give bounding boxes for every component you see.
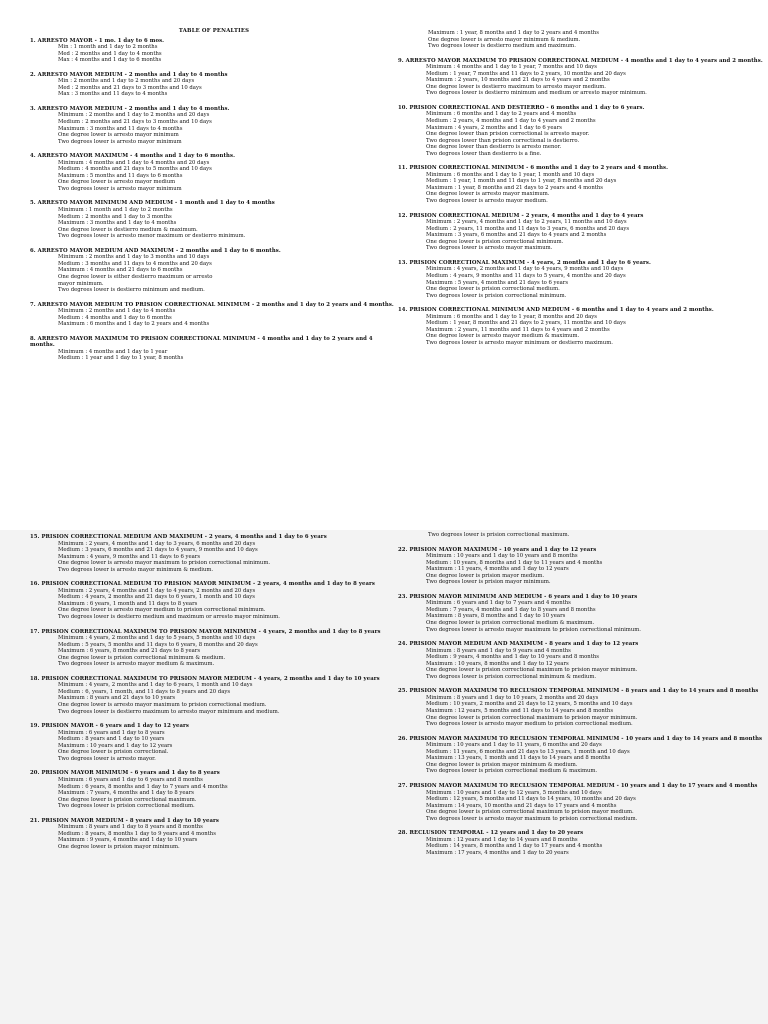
- penalty-heading: 16. PRISION CORRECTIONAL MEDIUM TO PRISION MAYOR MINIMUM - 2 years, 4 months and 1 day to 8 years: [30, 581, 376, 588]
- penalty-detail-line: One degree lower is prision correctional maximum.: [58, 796, 197, 803]
- penalty-detail-line: Medium : 10 years, 2 months and 21 days to 12 years, 5 months and 10 days: [426, 701, 633, 708]
- penalty-detail-line: One degree lower is arresto mayor maximum.: [426, 191, 550, 198]
- penalty-detail-line: One degree lower is arresto mayor minimum: [58, 132, 179, 139]
- penalty-detail-line: Maximum : 3 months and 11 days to 4 months: [58, 125, 183, 132]
- penalty-detail-line: Medium : 1 year and 1 day to 1 year, 8 months: [58, 355, 184, 362]
- penalty-heading: 21. PRISION MAYOR MEDIUM - 8 years and 1 day to 10 years: [30, 817, 219, 824]
- penalty-detail-line: Maximum : 4 months and 21 days to 6 months: [58, 267, 183, 274]
- penalty-detail-line: Maximum : 13 years, 1 month and 11 days to 14 years and 8 months: [426, 755, 611, 762]
- penalty-detail-line: One degree lower is arresto mayor medium to prision correctional minimum.: [58, 607, 266, 614]
- penalty-heading: 5. ARRESTO MAYOR MINIMUM AND MEDIUM - 1 month and 1 day to 4 months: [30, 200, 275, 207]
- penalty-detail-line: One degree lower is arresto mayor maximum to prision correctional minimum.: [58, 560, 271, 567]
- penalty-detail-line: Minimum : 6 years and 1 day to 6 years and 8 months: [58, 776, 203, 783]
- penalty-heading: 3. ARRESTO MAYOR MEDIUM - 2 months and 1 day to 4 months.: [30, 105, 230, 112]
- penalty-detail-line: Medium : 3 years, 6 months and 21 days to 4 years, 9 months and 10 days: [58, 547, 258, 554]
- penalty-detail-line: Minimum : 8 years and 1 day to 10 years, 2 months and 20 days: [426, 694, 599, 701]
- penalty-detail-line: Maximum : 6 years, 1 month and 11 days to 8 years: [58, 600, 198, 607]
- penalty-detail-line: Maximum : 4 years, 2 months and 1 day to 6 years: [426, 124, 562, 131]
- penalty-entry: [30, 336, 398, 362]
- penalty-detail-line: Maximum : 17 years, 4 months and 1 day to 20 years: [426, 849, 569, 856]
- penalty-heading: 26. PRISION MAYOR MAXIMUM TO RECLUSION TEMPORAL MINIMUM - 10 years and 1 day to 14 years and 8 months: [398, 735, 763, 742]
- penalty-detail-line: One degree lower is arresto mayor maximum to prision correctional medium.: [58, 702, 267, 709]
- penalty-entry: [398, 688, 766, 727]
- penalty-entry: [398, 58, 766, 97]
- penalty-detail-line: Minimum : 2 years, 4 months and 1 day to 3 years, 6 months and 20 days: [58, 540, 256, 547]
- penalty-detail-line: Two degrees lower is prision correctional minimum & medium.: [426, 673, 597, 680]
- penalty-detail-line: Medium : 4 years, 9 months and 11 days to 5 years, 4 months and 20 days: [426, 272, 626, 279]
- penalty-heading: 4. ARRESTO MAYOR MAXIMUM - 4 months and 1 day to 6 months.: [30, 153, 236, 160]
- penalty-list: [398, 547, 766, 857]
- penalty-detail-line: Two degrees lower is arresto mayor minimum & medium.: [58, 566, 214, 573]
- penalty-detail-line: Maximum : 5 years, 4 months and 21 days to 6 years: [426, 279, 569, 286]
- penalty-detail-line: Maximum : 7 years, 4 months and 1 day to 8 years: [58, 790, 194, 797]
- penalty-detail-line: One degree lower is prision correctional maximum to prision mayor minimum.: [426, 714, 638, 721]
- penalty-detail-line: Maximum : 2 years, 10 months and 21 days to 4 years and 2 months: [426, 77, 610, 84]
- penalty-detail-line: Two degrees lower is prision correctional maximum.: [428, 532, 570, 538]
- penalty-detail-line: One degree lower than destierro is arresto menor.: [426, 144, 562, 151]
- penalty-detail-line: Max : 3 months and 11 days to 4 months: [58, 91, 168, 98]
- penalty-detail-line: Minimum : 6 months and 1 day to 2 years and 4 months: [426, 111, 577, 118]
- penalty-detail-line: Maximum : 8 years, 8 months and 1 day to 10 years: [426, 613, 566, 620]
- penalty-detail-line: Minimum : 2 months and 1 day to 4 months: [58, 308, 176, 315]
- penalty-heading: 8. ARRESTO MAYOR MAXIMUM TO PRISION CORRECTIONAL MINIMUM - 4 months and 1 day to 2 years and 4 months.: [30, 335, 373, 349]
- penalty-heading: 23. PRISION MAYOR MINIMUM AND MEDIUM - 6 years and 1 day to 10 years: [398, 593, 638, 600]
- penalty-detail-line: Minimum : 10 years and 1 day to 12 years, 5 months and 10 days: [426, 789, 602, 796]
- penalty-detail-line: Minimum : 4 years, 2 months and 1 day to 5 years, 5 months and 10 days: [58, 635, 256, 642]
- penalty-heading: 20. PRISION MAYOR MINIMUM - 6 years and 1 day to 8 years: [30, 770, 220, 777]
- penalty-detail-line: Maximum : 3 months and 1 day to 4 months: [58, 220, 177, 227]
- penalty-entry: [398, 594, 766, 633]
- penalty-detail-line: Minimum : 1 month and 1 day to 2 months: [58, 207, 173, 214]
- page-title: TABLE OF PENALTIES: [178, 28, 250, 34]
- penalty-heading: 24. PRISION MAYOR MEDIUM AND MAXIMUM - 8 years and 1 day to 12 years: [398, 641, 639, 648]
- penalty-detail-line: Two degrees lower is arresto mayor minimum or destierro maximum.: [426, 339, 613, 346]
- page-2: [0, 530, 768, 1024]
- penalty-entry: [398, 830, 766, 856]
- penalty-detail-line: Medium : 12 years, 5 months and 11 days to 14 years, 10 months and 20 days: [426, 796, 636, 803]
- penalty-detail-line: Two degrees lower is destierro minimum and medium.: [58, 287, 205, 294]
- penalty-detail-line: Med : 2 months and 1 day to 4 months: [58, 50, 162, 57]
- penalty-detail-line: One degree lower is prision correctional medium & maximum.: [426, 620, 595, 627]
- penalty-entry: [30, 629, 398, 668]
- penalty-entry: [30, 248, 398, 294]
- penalty-detail-line: Two degrees lower is arresto mayor maximum to prision correctional minimum.: [426, 626, 641, 633]
- continued-lines: [398, 30, 766, 50]
- penalty-heading: 17. PRISION CORRECTIONAL MAXIMUM TO PRISION MAYOR MINIMUM - 4 years, 2 months and 1 day to 8 years: [30, 628, 381, 635]
- penalty-detail-line: One degree lower is prision mayor medium.: [426, 572, 545, 579]
- penalty-detail-line: Minimum : 4 years, 2 months and 1 day to 4 years, 9 months and 10 days: [426, 266, 624, 273]
- penalty-detail-line: Minimum : 4 months and 1 day to 4 months and 20 days: [58, 159, 210, 166]
- penalty-detail-line: Two degrees lower is arresto mayor minimum: [58, 185, 182, 192]
- page-1-left-column: [30, 28, 398, 370]
- penalty-detail-line: Maximum : 10 years, 8 months and 1 day to 12 years: [426, 660, 569, 667]
- penalty-detail-line: Maximum : 2 years, 11 months and 11 days to 4 years and 2 months: [426, 326, 610, 333]
- penalty-detail-line: Minimum : 8 years and 1 day to 8 years and 8 months: [58, 824, 203, 831]
- penalty-detail-line: One degree lower is prision correctional maximum to prision mayor medium.: [426, 809, 634, 816]
- penalty-entry: [30, 153, 398, 192]
- penalty-detail-line: One degree lower is prision correctional minimum.: [426, 238, 564, 245]
- penalty-detail-line: Two degrees lower is arresto mayor medium & maximum.: [58, 661, 215, 668]
- penalty-entry: [398, 783, 766, 822]
- penalty-detail-line: Min : 2 months and 1 day to 2 months and 20 days: [58, 78, 195, 85]
- penalty-entry: [30, 818, 398, 851]
- page-2-left-column: [30, 534, 398, 858]
- penalty-list: [30, 534, 398, 850]
- penalty-detail-line: Minimum : 6 months and 1 day to 1 year, 8 months and 20 days: [426, 313, 597, 320]
- continued-entry: [398, 30, 766, 50]
- penalty-heading: 28. RECLUSION TEMPORAL - 12 years and 1 day to 20 years: [398, 830, 584, 837]
- penalty-detail-line: One degree lower is arresto mayor minimum & medium.: [428, 36, 581, 43]
- penalty-detail-line: Medium : 1 year, 8 months and 21 days to 2 years, 11 months and 10 days: [426, 320, 626, 327]
- penalty-detail-line: One degree lower is prision correctional maximum to prision mayor minimum.: [426, 667, 638, 674]
- penalty-detail-line: Maximum : 11 years, 4 months and 1 day to 12 years: [426, 566, 569, 573]
- penalty-heading: 9. ARRESTO MAYOR MAXIMUM TO PRISION CORRECTIONAL MEDIUM - 4 months and 1 day to 4 years and 2 months.: [398, 57, 763, 64]
- penalty-entry: [398, 213, 766, 252]
- penalty-detail-line: Minimum : 6 months and 1 day to 1 year, 1 month and 10 days: [426, 171, 595, 178]
- penalty-heading: 13. PRISION CORRECTIONAL MAXIMUM - 4 years, 2 months and 1 day to 6 years.: [398, 259, 651, 266]
- penalty-entry: [30, 106, 398, 145]
- penalty-heading: 19. PRISION MAYOR - 6 years and 1 day to 12 years: [30, 723, 189, 730]
- penalty-entry: [30, 676, 398, 715]
- penalty-list: [398, 58, 766, 347]
- penalty-entry: [30, 302, 398, 328]
- penalty-detail-line: Minimum : 2 years, 4 months and 1 day to 4 years, 2 months and 20 days: [58, 587, 256, 594]
- penalty-detail-line: Medium : 4 years, 2 months and 21 days to 6 years, 1 month and 10 days: [58, 594, 256, 601]
- penalty-detail-line: One degree lower is destierro medium & maximum.: [58, 226, 198, 233]
- continued-entry: [398, 532, 766, 539]
- penalty-detail-line: Max : 4 months and 1 day to 6 months: [58, 57, 162, 64]
- penalty-detail-line: mayor minimum.: [58, 280, 104, 287]
- penalty-detail-line: Minimum : 6 years and 1 day to 7 years and 4 months: [426, 600, 571, 607]
- penalty-detail-line: Two degrees lower is destierro medium and maximum.: [428, 43, 576, 50]
- penalty-detail-line: Min : 1 month and 1 day to 2 months: [58, 44, 158, 51]
- penalty-heading: 2. ARRESTO MAYOR MEDIUM - 2 months and 1 day to 4 months: [30, 71, 228, 78]
- penalty-entry: [30, 200, 398, 239]
- page-2-right-column: [398, 532, 766, 864]
- penalty-detail-line: Minimum : 2 months and 1 day to 3 months and 10 days: [58, 254, 210, 261]
- penalty-detail-line: Maximum : 4 years, 9 months and 11 days to 6 years: [58, 553, 201, 560]
- penalty-detail-line: Maximum : 12 years, 5 months and 11 days to 14 years and 8 months: [426, 708, 614, 715]
- penalty-detail-line: Medium : 14 years, 8 months and 1 day to 17 years and 4 months: [426, 843, 603, 850]
- penalty-detail-line: Medium : 2 years, 4 months and 1 day to 4 years and 2 months: [426, 118, 596, 125]
- penalty-heading: 15. PRISION CORRECTIONAL MEDIUM AND MAXIMUM - 2 years, 4 months and 1 day to 6 years: [30, 534, 327, 540]
- penalty-detail-line: One degree lower is either destierro maximum or arresto: [58, 273, 213, 280]
- continued-lines: [398, 532, 766, 539]
- penalty-detail-line: Minimum : 2 years, 4 months and 1 day to 2 years, 11 months and 10 days: [426, 219, 627, 226]
- penalty-detail-line: Two degrees lower than prision correctional is destierro.: [426, 137, 580, 144]
- penalty-detail-line: One degree lower is arresto mayor medium: [58, 179, 176, 186]
- penalty-detail-line: Minimum : 8 years and 1 day to 9 years and 4 months: [426, 647, 571, 654]
- penalty-detail-line: Minimum : 6 years and 1 day to 8 years: [58, 729, 165, 736]
- penalty-detail-line: Medium : 8 years and 1 day to 10 years: [58, 736, 165, 743]
- penalty-detail-line: One degree lower is prision mayor minimum & medium.: [426, 761, 578, 768]
- penalty-entry: [398, 547, 766, 586]
- penalty-entry: [398, 165, 766, 204]
- penalty-detail-line: Minimum : 12 years and 1 day to 14 years and 8 months: [426, 836, 578, 843]
- penalty-heading: 22. PRISION MAYOR MAXIMUM - 10 years and 1 day to 12 years: [398, 546, 597, 553]
- penalty-detail-line: Two degrees lower is arresto menor maximum or destierro minimum.: [58, 233, 246, 240]
- penalty-detail-line: Two degrees lower is arresto mayor medium to prision correctional medium.: [426, 721, 633, 728]
- page-1: [0, 0, 768, 505]
- penalty-detail-line: Maximum : 1 year, 8 months and 1 day to 2 years and 4 months: [428, 30, 599, 36]
- penalty-detail-line: Two degrees lower is arresto mayor.: [58, 755, 156, 762]
- penalty-detail-line: Two degrees lower than destierro is a fine.: [426, 150, 542, 157]
- penalty-heading: 11. PRISION CORRECTIONAL MINIMUM - 6 months and 1 day to 2 years and 4 months.: [398, 165, 669, 172]
- penalty-heading: 6. ARRESTO MAYOR MEDIUM AND MAXIMUM - 2 months and 1 day to 6 months.: [30, 247, 281, 254]
- penalty-detail-line: Two degrees lower is destierro minimum and medium or arresto mayor minimum.: [426, 90, 647, 97]
- penalty-detail-line: Minimum : 10 years and 1 day to 10 years and 8 months: [426, 553, 578, 560]
- penalty-detail-line: Medium : 11 years, 6 months and 21 days to 13 years, 1 month and 10 days: [426, 748, 630, 755]
- penalty-entry: [398, 105, 766, 157]
- penalty-heading: 12. PRISION CORRECTIONAL MEDIUM - 2 years, 4 months and 1 day to 4 years: [398, 212, 644, 219]
- penalty-entry: [30, 770, 398, 809]
- penalty-heading: 27. PRISION MAYOR MAXIMUM TO RECLUSION TEMPORAL MEDIUM - 10 years and 1 day to 17 years and 4 months: [398, 782, 758, 789]
- penalty-detail-line: Minimum : 4 months and 1 day to 1 year: [58, 348, 168, 355]
- penalty-detail-line: Maximum : 9 years, 4 months and 1 day to 10 years: [58, 837, 198, 844]
- page-1-right-column: [398, 30, 766, 354]
- penalty-detail-line: Medium : 6, years, 1 month, and 11 days to 8 years and 20 days: [58, 688, 231, 695]
- penalty-list: [30, 38, 398, 362]
- penalty-detail-line: Medium : 4 months and 1 day to 6 months: [58, 314, 172, 321]
- penalty-detail-line: Medium : 1 year, 1 month and 11 days to 1 year, 8 months and 20 days: [426, 178, 617, 185]
- penalty-detail-line: One degree lower is prision correctional medium.: [426, 286, 560, 293]
- penalty-detail-line: Two degrees lower is prision correctional medium.: [58, 803, 195, 810]
- penalty-detail-line: Maximum : 8 years and 21 days to 10 years: [58, 695, 176, 702]
- penalty-detail-line: Medium : 6 years, 8 months and 1 day to 7 years and 4 months: [58, 783, 228, 790]
- penalty-detail-line: One degree lower is prision correctional minimum & medium.: [58, 654, 226, 661]
- penalty-detail-line: Medium : 2 months and 1 day to 3 months: [58, 213, 172, 220]
- penalty-detail-line: Minimum : 4 months and 1 day to 1 year, 7 months and 10 days: [426, 64, 597, 71]
- penalty-detail-line: One degree lower is prision mayor minimum.: [58, 843, 180, 850]
- penalty-heading: 1. ARRESTO MAYOR - 1 mo. 1 day to 6 mos.: [30, 37, 165, 44]
- penalty-heading: 25. PRISION MAYOR MAXIMUM TO RECLUSION TEMPORAL MINIMUM - 8 years and 1 day to 14 years and 8 months: [398, 688, 759, 695]
- penalty-detail-line: One degree lower is prision correctional.: [58, 749, 169, 756]
- penalty-entry: [30, 72, 398, 98]
- penalty-entry: [398, 641, 766, 680]
- penalty-detail-line: Two degrees lower is prision correctional medium & maximum.: [426, 768, 598, 775]
- penalty-detail-line: Two degrees lower is destierro maximum to arresto mayor minimum and medium.: [58, 708, 280, 715]
- penalty-detail-line: Maximum : 1 year, 8 months and 21 days to 2 years and 4 months: [426, 184, 604, 191]
- penalty-detail-line: Medium : 2 years, 11 months and 11 days to 3 years, 6 months and 20 days: [426, 225, 630, 232]
- penalty-detail-line: Maximum : 6 years, 8 months and 21 days to 8 years: [58, 648, 201, 655]
- penalty-detail-line: Maximum : 5 months and 11 days to 6 months: [58, 172, 183, 179]
- penalty-detail-line: Maximum : 10 years and 1 day to 12 years: [58, 742, 173, 749]
- penalty-detail-line: Two degrees lower is arresto mayor minimum: [58, 138, 182, 145]
- penalty-detail-line: Minimum : 4 years, 2 months and 1 day to 6 years, 1 month and 10 days: [58, 682, 253, 689]
- penalty-detail-line: Maximum : 3 years, 6 months and 21 days to 4 years and 2 months: [426, 232, 607, 239]
- penalty-heading: 14. PRISION CORRECTIONAL MINIMUM AND MEDIUM - 6 months and 1 day to 4 years and 2 months.: [398, 307, 714, 314]
- penalty-detail-line: Medium : 10 years, 8 months and 1 day to 11 years and 4 months: [426, 559, 603, 566]
- penalty-detail-line: Minimum : 10 years and 1 day to 11 years, 6 months and 20 days: [426, 742, 602, 749]
- penalty-detail-line: Medium : 2 months and 21 days to 3 months and 10 days: [58, 119, 212, 126]
- penalty-detail-line: Minimum : 2 months and 1 day to 2 months and 20 days: [58, 112, 210, 119]
- penalty-detail-line: Two degrees lower is arresto mayor maximum.: [426, 245, 553, 252]
- penalty-heading: 18. PRISION CORRECTIONAL MAXIMUM TO PRISION MAYOR MEDIUM - 4 years, 2 months and 1 day to 10 years: [30, 675, 380, 682]
- penalty-detail-line: Medium : 5 years, 5 months and 11 days to 6 years, 8 months and 20 days: [58, 641, 258, 648]
- penalty-detail-line: Two degrees lower is arresto mayor maximum to prision correctional medium.: [426, 815, 638, 822]
- penalty-entry: [398, 307, 766, 346]
- penalty-detail-line: Two degrees lower is destierro medium and maximum or arresto mayor minimum.: [58, 614, 280, 621]
- penalty-entry: [30, 38, 398, 64]
- penalty-entry: [398, 260, 766, 299]
- penalty-entry: [30, 723, 398, 762]
- penalty-heading: 7. ARRESTO MAYOR MEDIUM TO PRISION CORRECTIONAL MINIMUM - 2 months and 1 day to 2 years and 4 months.: [30, 301, 394, 308]
- penalty-entry: [30, 581, 398, 620]
- penalty-detail-line: Two degrees lower is arresto mayor medium.: [426, 198, 548, 205]
- penalty-detail-line: Two degrees lower is prision correctional minimum.: [426, 292, 567, 299]
- penalty-detail-line: Medium : 1 year, 7 months and 11 days to 2 years, 10 months and 20 days: [426, 70, 626, 77]
- penalty-entry: [398, 736, 766, 775]
- penalty-detail-line: Two degrees lower is prision mayor minimum.: [426, 579, 551, 586]
- penalty-detail-line: Med : 2 months and 21 days to 3 months and 10 days: [58, 84, 202, 91]
- penalty-detail-line: One degree lower is arresto mayor medium & maximum.: [426, 333, 580, 340]
- penalty-detail-line: Medium : 9 years, 4 months and 1 day to 10 years and 8 months: [426, 654, 599, 661]
- penalty-detail-line: One degree lower than prision correctional is arresto mayor.: [426, 131, 590, 138]
- penalty-detail-line: Maximum : 14 years, 10 months and 21 days to 17 years and 4 months: [426, 802, 617, 809]
- penalty-detail-line: Medium : 4 months and 21 days to 5 months and 10 days: [58, 166, 212, 173]
- penalty-detail-line: Maximum : 6 months and 1 day to 2 years and 4 months: [58, 321, 210, 328]
- penalty-entry: [30, 534, 398, 573]
- penalty-heading: 10. PRISION CORRECTIONAL AND DESTIERRO - 6 months and 1 day to 6 years.: [398, 104, 645, 111]
- penalty-detail-line: Medium : 8 years, 8 months 1 day to 9 years and 4 months: [58, 830, 216, 837]
- penalty-detail-line: Medium : 3 months and 11 days to 4 months and 20 days: [58, 260, 212, 267]
- penalty-detail-line: Medium : 7 years, 4 months and 1 day to 8 years and 8 months: [426, 606, 596, 613]
- penalty-detail-line: One degree lower is destierro maximum to arresto mayor medium.: [426, 83, 606, 90]
